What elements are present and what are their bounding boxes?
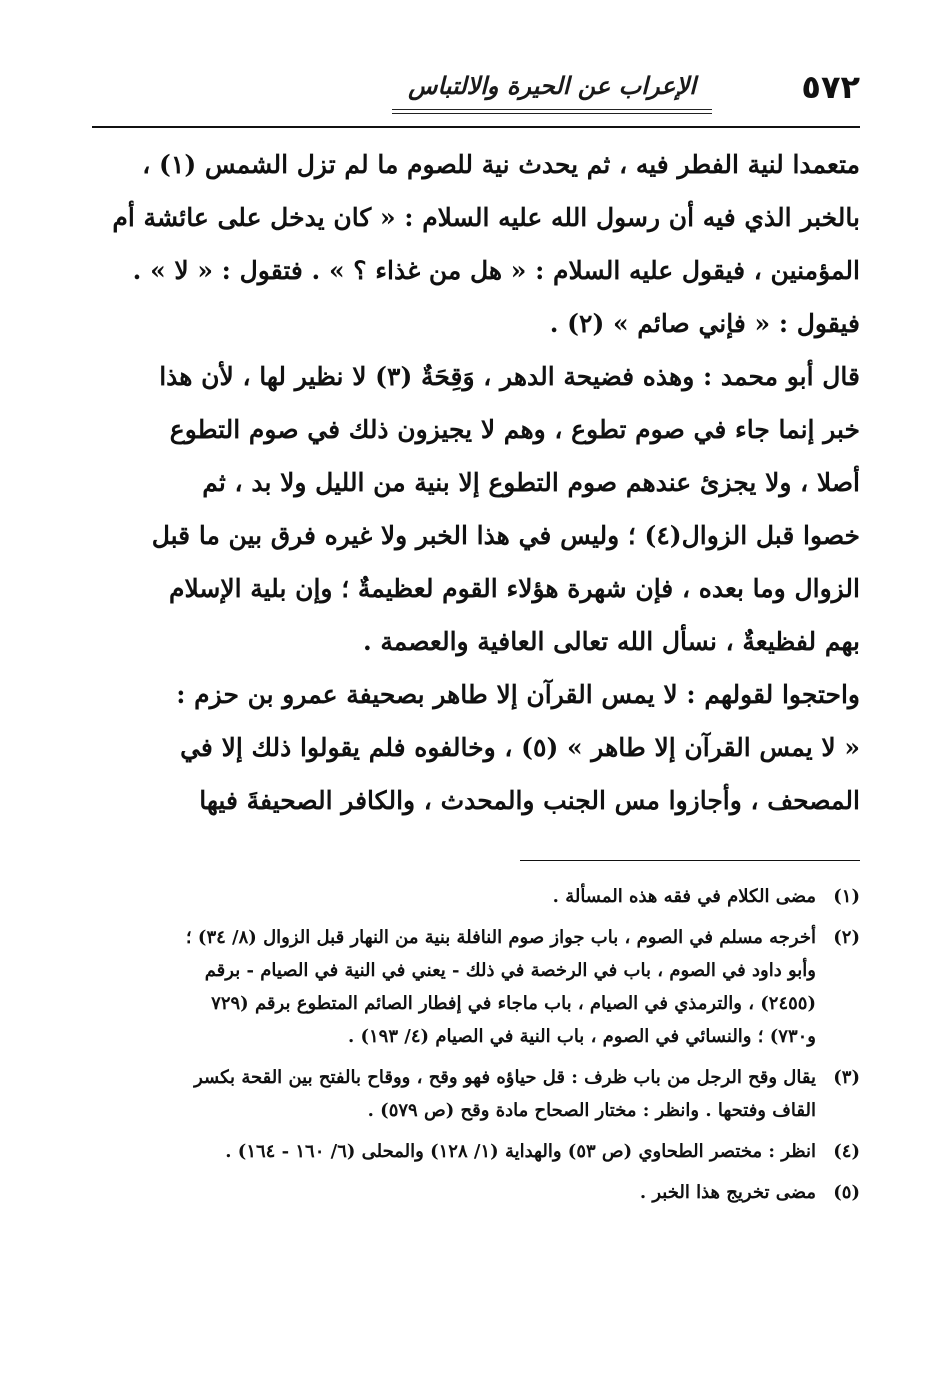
running-title: [392, 60, 712, 118]
text-line: بالخبر الذي فيه أن رسول الله عليه السلام : « كان يدخل على عائشة أم: [112, 203, 860, 232]
footnote: [92, 1176, 860, 1209]
running-title-text: الإعراب عن الحيرة والالتباس: [408, 71, 696, 100]
footnote: [92, 1061, 860, 1127]
text-line: المؤمنين ، فيقول عليه السلام : « هل من غذاء ؟ » . فتقول : « لا » .: [132, 256, 860, 285]
text-line: فيقول : « فإني صائم » (٢) .: [549, 309, 860, 338]
footnote: [92, 921, 860, 1053]
paragraph: [92, 350, 860, 668]
footnote-body: [92, 1135, 816, 1168]
text-line: متعمدا لنية الفطر فيه ، ثم يحدث نية للصوم ما لم تزل الشمس (١) ،: [142, 150, 860, 179]
footnote: [92, 1135, 860, 1168]
footnotes: [92, 880, 860, 1217]
footnote-body: [92, 921, 816, 1053]
text-line: المصحف ، وأجازوا مس الجنب والمحدث ، والكافر الصحيفةَ فيها: [199, 786, 860, 815]
footnote-line: مضى الكلام في فقه هذه المسألة .: [552, 886, 816, 907]
text-line: « لا يمس القرآن إلا طاهر » (٥) ، وخالفوه فلم يقولوا ذلك إلا في: [180, 733, 860, 762]
footnote-body: [92, 880, 816, 913]
text-line: خبر إنما جاء في صوم تطوع ، وهم لا يجيزون ذلك في صوم التطوع: [169, 415, 860, 444]
footnote-separator: [520, 860, 860, 861]
footnote-number: (١): [833, 886, 860, 907]
footnote-number: (٣): [833, 1067, 860, 1088]
text-line: واحتجوا لقولهم : لا يمس القرآن إلا طاهر بصحيفة عمرو بن حزم :: [176, 680, 860, 709]
text-line: قال أبو محمد : وهذه فضيحة الدهر ، وَقِحَةٌ (٣) لا نظير لها ، لأن هذا: [159, 362, 860, 391]
footnote-line: انظر : مختصر الطحاوي (ص ٥٣) والهداية (١/ ١٢٨) والمحلى (٦/ ١٦٠ - ١٦٤) .: [225, 1141, 816, 1162]
footnote-number: (٤): [833, 1141, 860, 1162]
text-line: الزوال وما بعده ، فإن شهرة هؤلاء القوم لعظيمةٌ ؛ وإن بلية الإسلام: [168, 574, 860, 603]
page-header: [92, 60, 860, 120]
text-line: بهم لفظيعةٌ ، نسأل الله تعالى العافية والعصمة .: [362, 627, 860, 656]
footnote-body: [92, 1061, 816, 1127]
footnote: [92, 880, 860, 913]
footnote-number: (٥): [833, 1182, 860, 1203]
footnote-line: مضى تخريج هذا الخبر .: [639, 1182, 816, 1203]
header-rule: [92, 126, 860, 128]
main-text: [92, 138, 860, 827]
footnote-line: أخرجه مسلم في الصوم ، باب جواز صوم النافلة بنية من النهار قبل الزوال (٨/ ٣٤) ؛: [185, 927, 816, 948]
text-line: أصلا ، ولا يجزئ عندهم صوم التطوع إلا بنية من الليل ولا بد ، ثم: [202, 468, 860, 497]
footnote-line: (٢٤٥٥) ، والترمذي في الصيام ، باب ماجاء في إفطار الصائم المتطوع برقم (٧٢٩: [211, 993, 816, 1014]
footnote-line: و٧٣٠) ؛ والنسائي في الصوم ، باب النية في الصيام (٤/ ١٩٣) .: [347, 1026, 816, 1047]
footnote-body: [92, 1176, 816, 1209]
paragraph: [92, 138, 860, 350]
footnote-line: وأبو داود في الصوم ، باب في الرخصة في ذلك - يعني في النية في الصيام - برقم: [204, 960, 816, 981]
footnote-number: (٢): [833, 927, 860, 948]
text-line: خصوا قبل الزوال(٤) ؛ وليس في هذا الخبر ولا غيره فرق بين ما قبل: [151, 521, 860, 550]
footnote-line: يقال وقح الرجل من باب ظرف : قل حياؤه فهو وقح ، ووقاح بالفتح بين القحة بكسر: [194, 1067, 816, 1088]
title-ornament: [392, 109, 712, 114]
footnote-line: القاف وفتحها . وانظر : مختار الصحاح مادة وقح (ص ٥٧٩) .: [367, 1100, 816, 1121]
page-number: ٥٧٢: [801, 68, 860, 106]
paragraph: [92, 668, 860, 827]
